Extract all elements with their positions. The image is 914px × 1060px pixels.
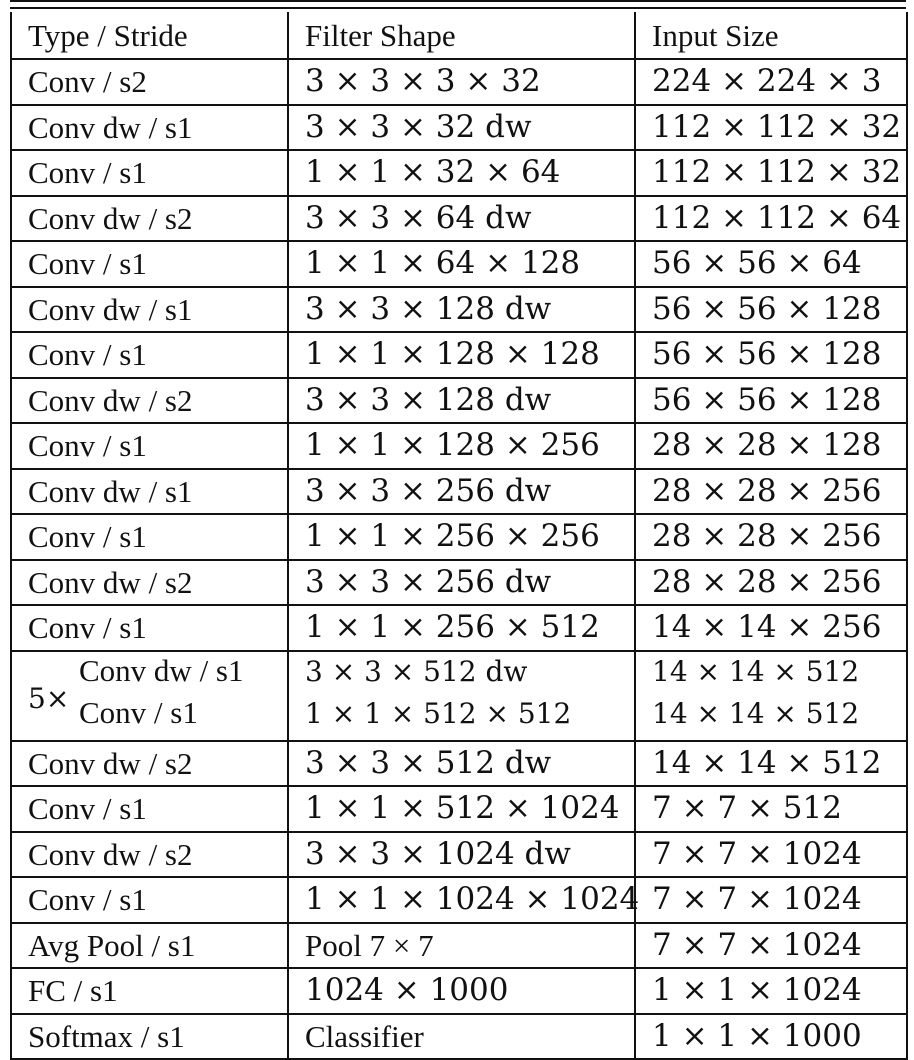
table-row [11,741,907,787]
type-stride-cell: Conv dw / s2 [11,196,288,242]
repeated-filter-cell-line: 1 × 1 × 512 × 512 [305,696,572,730]
type-stride-cell: Conv dw / s1 [11,105,288,151]
repeated-filter-cell-line: 3 × 3 × 512 dw [305,654,528,688]
type-stride-cell: Conv dw / s1 [11,287,288,333]
table-row [11,1014,907,1060]
header-filter-shape: Filter Shape [288,12,635,59]
type-stride-cell: Softmax / s1 [11,1014,288,1060]
input-size-cell: 1 × 1 × 1000 [635,1014,907,1060]
type-stride-cell: Conv / s1 [11,241,288,287]
type-stride-cell: Conv / s1 [11,423,288,469]
input-size-cell: 28 × 28 × 256 [635,560,907,606]
input-size-cell: 28 × 28 × 256 [635,514,907,560]
input-size-cell: 28 × 28 × 128 [635,423,907,469]
filter-shape-cell: 3 × 3 × 1024 dw [288,832,635,878]
type-stride-cell: Conv / s1 [11,786,288,832]
filter-shape-cell: 3 × 3 × 3 × 32 [288,59,635,105]
top-border-line [10,0,906,2]
filter-shape-cell: 1 × 1 × 128 × 256 [288,423,635,469]
header-type-stride: Type / Stride [11,12,288,59]
table-row [11,832,907,878]
input-size-cell: 56 × 56 × 128 [635,287,907,333]
repeated-type-line: Conv dw / s1 [79,652,244,688]
filter-shape-cell: 3 × 3 × 32 dw [288,105,635,151]
input-size-cell: 28 × 28 × 256 [635,469,907,515]
table-row [11,105,907,151]
input-size-cell: 1 × 1 × 1024 [635,968,907,1014]
repeated-input-cell-line: 14 × 14 × 512 [652,696,860,730]
filter-shape-cell: 3 × 3 × 128 dw [288,287,635,333]
type-stride-cell: Conv / s1 [11,605,288,651]
input-size-cell: 7 × 7 × 1024 [635,832,907,878]
table-header-row [11,12,907,59]
table-row [11,469,907,515]
type-stride-cell: Conv dw / s2 [11,378,288,424]
filter-shape-cell: Classifier [288,1014,635,1060]
table-row [11,786,907,832]
type-stride-cell: Conv / s1 [11,150,288,196]
table-row [11,968,907,1014]
filter-shape-cell: 3 × 3 × 512 dw [288,741,635,787]
filter-shape-cell: 1 × 1 × 32 × 64 [288,150,635,196]
table-top-rule [10,7,906,9]
repeated-filter-cell [288,651,635,741]
filter-shape-cell: 1 × 1 × 256 × 256 [288,514,635,560]
type-stride-cell: FC / s1 [11,968,288,1014]
filter-shape-cell: 3 × 3 × 256 dw [288,560,635,606]
filter-shape-cell: 3 × 3 × 64 dw [288,196,635,242]
table-row [11,59,907,105]
type-stride-cell: Conv / s1 [11,514,288,560]
input-size-cell: 112 × 112 × 32 [635,150,907,196]
type-stride-cell: Conv dw / s1 [11,469,288,515]
filter-shape-cell: 1 × 1 × 128 × 128 [288,332,635,378]
table-row [11,378,907,424]
table-row [11,605,907,651]
type-stride-cell: Conv dw / s2 [11,560,288,606]
filter-shape-cell: 1024 × 1000 [288,968,635,1014]
repeated-type-line: Conv / s1 [79,694,198,730]
table-row [11,241,907,287]
type-stride-cell: Conv / s1 [11,877,288,923]
table-row [11,923,907,969]
input-size-cell: 14 × 14 × 512 [635,741,907,787]
type-stride-cell: Conv / s2 [11,59,288,105]
layer-table [10,12,908,1060]
type-stride-cell: Conv dw / s2 [11,832,288,878]
input-size-cell: 14 × 14 × 256 [635,605,907,651]
input-size-cell: 112 × 112 × 32 [635,105,907,151]
input-size-cell: 56 × 56 × 64 [635,241,907,287]
filter-shape-cell: 1 × 1 × 1024 × 1024 [288,877,635,923]
type-stride-cell: Conv / s1 [11,332,288,378]
input-size-cell: 224 × 224 × 3 [635,59,907,105]
filter-shape-cell: Pool 7 × 7 [288,923,635,969]
repeated-input-cell-line: 14 × 14 × 512 [652,654,860,688]
filter-shape-cell: 3 × 3 × 256 dw [288,469,635,515]
table-row [11,150,907,196]
header-input-size: Input Size [635,12,907,59]
type-stride-cell: Conv dw / s2 [11,741,288,787]
repeat-multiplier: 5× [28,681,70,715]
table-row [11,514,907,560]
input-size-cell: 112 × 112 × 64 [635,196,907,242]
table-row [11,423,907,469]
table-row [11,560,907,606]
table-row [11,332,907,378]
table-row [11,287,907,333]
input-size-cell: 7 × 7 × 1024 [635,923,907,969]
repeated-input-cell [635,651,907,741]
repeated-block-row [11,651,907,741]
type-stride-cell: Avg Pool / s1 [11,923,288,969]
filter-shape-cell: 1 × 1 × 64 × 128 [288,241,635,287]
repeated-type-cell [11,651,288,741]
filter-shape-cell: 1 × 1 × 256 × 512 [288,605,635,651]
table-row [11,877,907,923]
table-row [11,196,907,242]
input-size-cell: 56 × 56 × 128 [635,378,907,424]
input-size-cell: 7 × 7 × 512 [635,786,907,832]
input-size-cell: 7 × 7 × 1024 [635,877,907,923]
filter-shape-cell: 1 × 1 × 512 × 1024 [288,786,635,832]
input-size-cell: 56 × 56 × 128 [635,332,907,378]
filter-shape-cell: 3 × 3 × 128 dw [288,378,635,424]
